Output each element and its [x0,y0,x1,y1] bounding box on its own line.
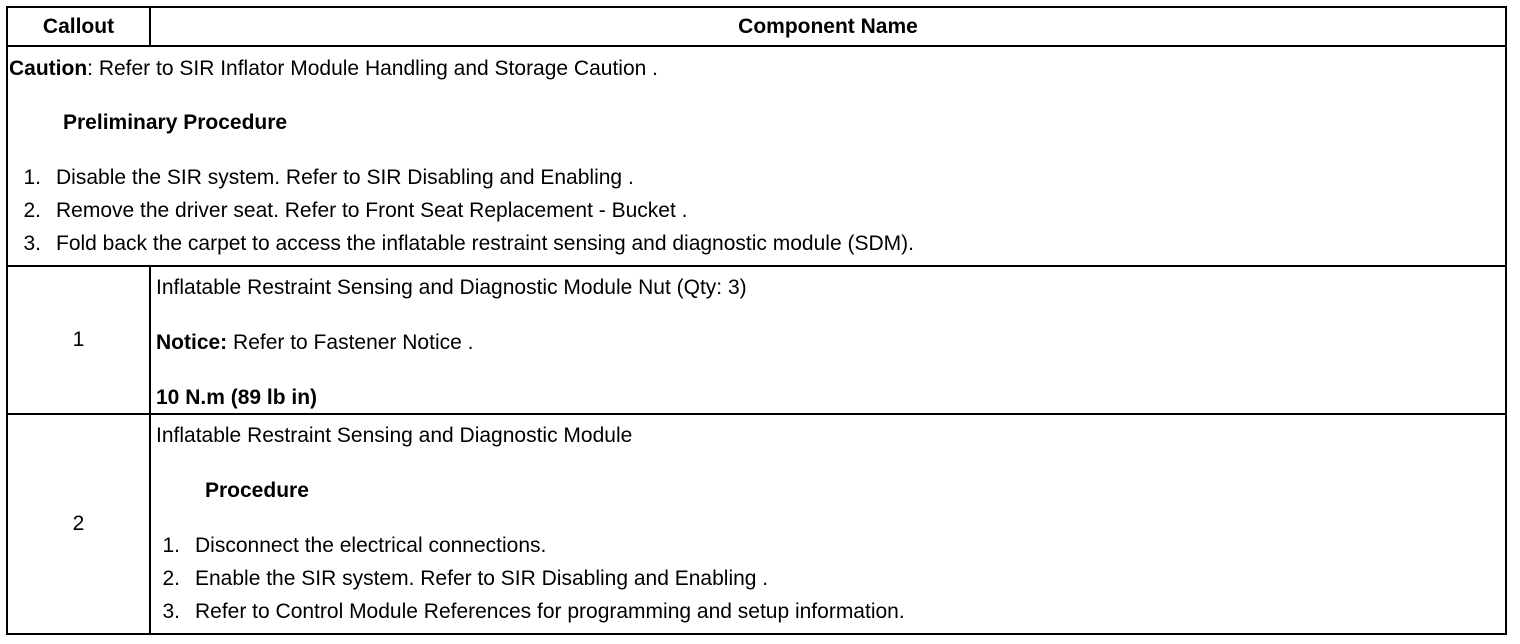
procedure-step: 2. Enable the SIR system. Refer to SIR Disabling and Enabling . [162,567,769,590]
procedure-title: Procedure [205,479,309,502]
preliminary-step: 1. Disable the SIR system. Refer to SIR Disabling and Enabling . [23,166,634,189]
caution-cell [7,46,1506,266]
caution-line [9,57,1505,81]
procedure-step: 1. Disconnect the electrical connections. [162,534,547,557]
component-cell [150,414,1506,634]
component-table [6,6,1507,635]
procedure-step: 3. Refer to Control Module References for programming and setup information. [162,600,905,623]
table-row [7,266,1506,414]
notice-label: Notice: [156,331,228,354]
callout-number: 2 [7,414,150,634]
preliminary-step: 2. Remove the driver seat. Refer to Front Seat Replacement - Bucket . [23,199,688,222]
table-row [7,414,1506,634]
caution-row [7,46,1506,266]
caution-label: Caution [9,57,88,80]
notice-text: Refer to Fastener Notice . [227,331,474,354]
preliminary-procedure-title: Preliminary Procedure [63,111,288,134]
component-cell [150,266,1506,414]
component-name: Inflatable Restraint Sensing and Diagnostic Module Nut (Qty: 3) [156,276,747,299]
procedure-steps-list [151,534,1505,633]
preliminary-steps-list [8,166,1505,265]
component-name-header: Component Name [150,7,1506,46]
torque-spec: 10 N.m (89 lb in) [156,386,318,409]
caution-text: : Refer to SIR Inflator Module Handling and Storage Caution . [87,57,658,80]
component-name: Inflatable Restraint Sensing and Diagnostic Module [156,424,633,447]
preliminary-step: 3. Fold back the carpet to access the inflatable restraint sensing and diagnostic module (SDM). [23,232,914,255]
callout-number: 1 [7,266,150,414]
header-row [7,7,1506,46]
notice-line [156,331,1505,355]
callout-header: Callout [7,7,150,46]
